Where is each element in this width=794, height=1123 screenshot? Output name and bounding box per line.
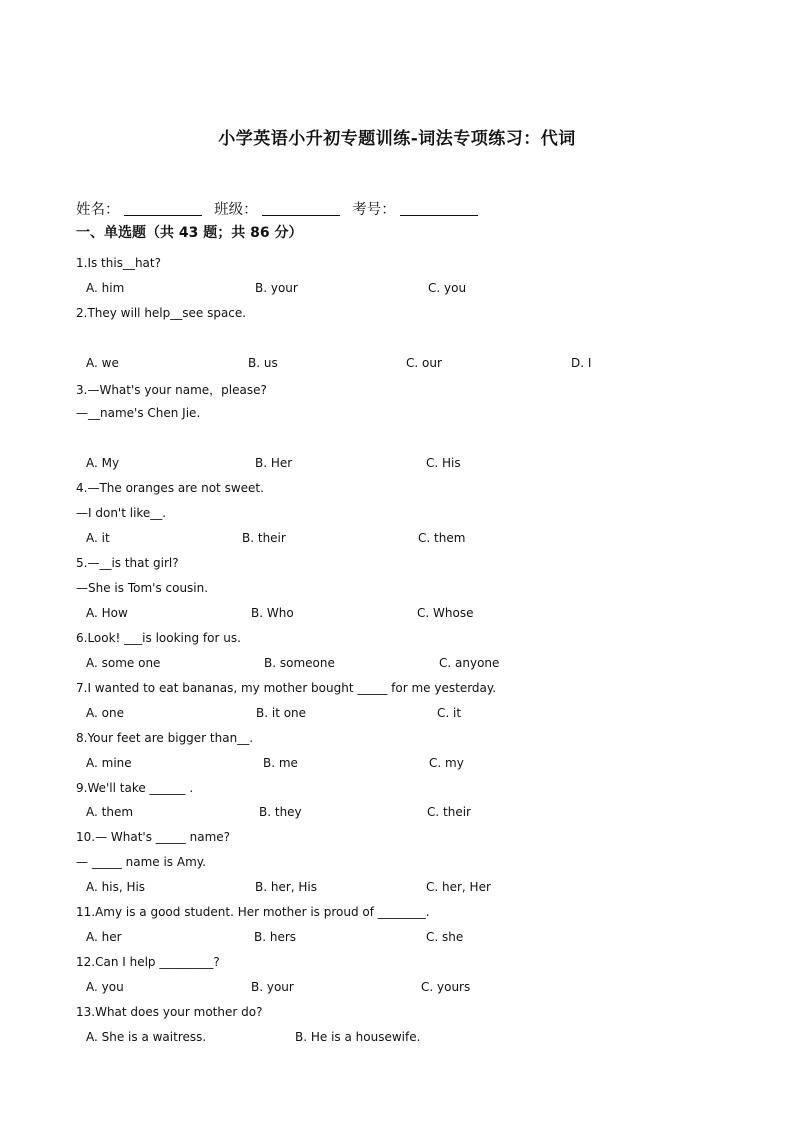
name-label: 姓名： — [76, 202, 120, 218]
class-blank[interactable] — [262, 200, 340, 216]
q11-option-c[interactable]: C. she — [426, 930, 464, 944]
q7-option-a[interactable]: A. one — [86, 706, 124, 720]
q1-option-c[interactable]: C. you — [428, 281, 467, 295]
q10-option-c[interactable]: C. her, Her — [426, 880, 491, 894]
question-9: 9.We'll take ______ . — [76, 781, 194, 795]
question-5: 5.—__is that girl? — [76, 556, 179, 570]
q10-option-a[interactable]: A. his, His — [86, 880, 146, 894]
question-8: 8.Your feet are bigger than__. — [76, 731, 254, 745]
q1-option-a[interactable]: A. him — [86, 281, 125, 295]
q4-option-a[interactable]: A. it — [86, 531, 110, 545]
question-10-line-2: — _____ name is Amy. — [76, 855, 206, 869]
q10-option-b[interactable]: B. her, His — [255, 880, 318, 894]
class-label: 班级： — [214, 202, 258, 218]
q2-option-d[interactable]: D. I — [571, 356, 592, 370]
q11-option-b[interactable]: B. hers — [254, 930, 297, 944]
q13-option-b[interactable]: B. He is a housewife. — [295, 1030, 421, 1044]
question-13: 13.What does your mother do? — [76, 1005, 263, 1019]
q8-option-b[interactable]: B. me — [263, 756, 298, 770]
question-11: 11.Amy is a good student. Her mother is proud of ________. — [76, 905, 430, 919]
q7-option-c[interactable]: C. it — [437, 706, 462, 720]
number-label: 考号： — [352, 202, 396, 218]
q9-option-b[interactable]: B. they — [259, 805, 302, 819]
q9-option-a[interactable]: A. them — [86, 805, 134, 819]
q13-option-a[interactable]: A. She is a waitress. — [86, 1030, 207, 1044]
question-2: 2.They will help__see space. — [76, 306, 247, 320]
page-title: 小学英语小升初专题训练-词法专项练习：代词 — [218, 129, 576, 149]
q1-option-b[interactable]: B. your — [255, 281, 298, 295]
q3-option-c[interactable]: C. His — [426, 456, 461, 470]
question-7: 7.I wanted to eat bananas, my mother bought _____ for me yesterday. — [76, 681, 497, 695]
q7-option-b[interactable]: B. it one — [256, 706, 307, 720]
q12-option-c[interactable]: C. yours — [421, 980, 471, 994]
q2-option-a[interactable]: A. we — [86, 356, 119, 370]
question-4-line-2: —I don't like__. — [76, 506, 167, 520]
question-10: 10.— What's _____ name? — [76, 830, 231, 844]
q5-option-c[interactable]: C. Whose — [417, 606, 474, 620]
question-3: 3.—What's your name，please? — [76, 383, 267, 397]
q11-option-a[interactable]: A. her — [86, 930, 122, 944]
name-blank[interactable] — [124, 200, 202, 216]
q8-option-c[interactable]: C. my — [429, 756, 464, 770]
q6-option-b[interactable]: B. someone — [264, 656, 335, 670]
q6-option-a[interactable]: A. some one — [86, 656, 161, 670]
question-3-line-2: —__name's Chen Jie. — [76, 406, 201, 420]
q2-option-c[interactable]: C. our — [406, 356, 442, 370]
q4-option-b[interactable]: B. their — [242, 531, 286, 545]
question-4: 4.—The oranges are not sweet. — [76, 481, 264, 495]
question-1: 1.Is this__hat? — [76, 256, 161, 270]
q3-option-a[interactable]: A. My — [86, 456, 120, 470]
number-blank[interactable] — [400, 200, 478, 216]
q6-option-c[interactable]: C. anyone — [439, 656, 500, 670]
section-heading: 一、单选题（共 43 题；共 86 分） — [76, 225, 303, 241]
question-6: 6.Look! ___is looking for us. — [76, 631, 241, 645]
q5-option-b[interactable]: B. Who — [251, 606, 294, 620]
q5-option-a[interactable]: A. How — [86, 606, 128, 620]
question-5-line-2: —She is Tom's cousin. — [76, 581, 209, 595]
q8-option-a[interactable]: A. mine — [86, 756, 132, 770]
q4-option-c[interactable]: C. them — [418, 531, 466, 545]
q12-option-a[interactable]: A. you — [86, 980, 124, 994]
q12-option-b[interactable]: B. your — [251, 980, 294, 994]
q2-option-b[interactable]: B. us — [248, 356, 278, 370]
q9-option-c[interactable]: C. their — [427, 805, 471, 819]
q3-option-b[interactable]: B. Her — [255, 456, 293, 470]
student-info-line — [76, 198, 486, 219]
question-12: 12.Can I help _________? — [76, 955, 220, 969]
